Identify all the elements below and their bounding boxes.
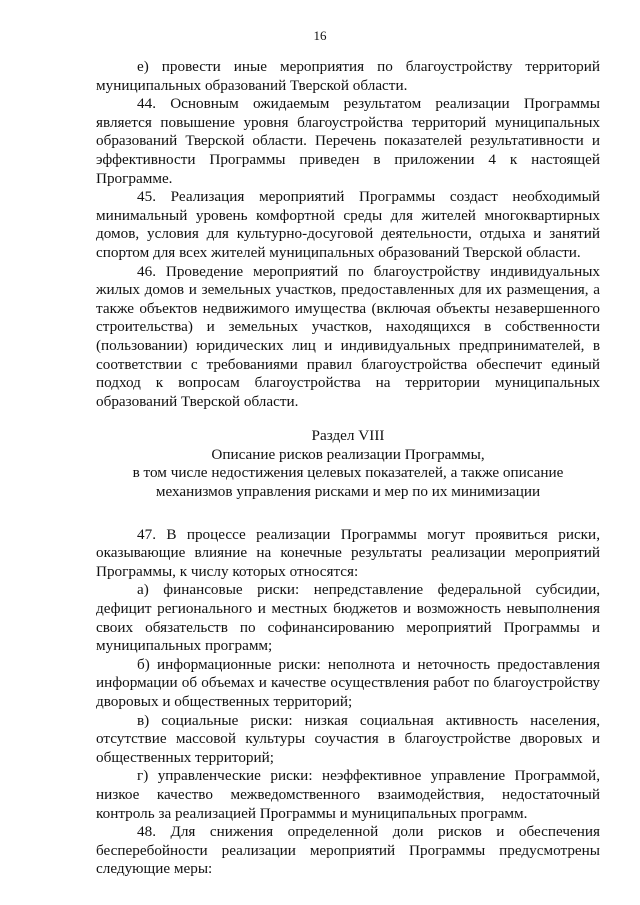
page-number: 16	[313, 28, 327, 43]
paragraph-item-b: б) информационные риски: неполнота и неточность предоставления информации об объемах и качестве осуществления работ по благоустройству дворовых и общественных территорий;	[96, 655, 600, 710]
paragraph-item-a: а) финансовые риски: непредставление федеральной субсидии, дефицит регионального и местных бюджетов и возможность невыполнения своих обязательств по софинансированию мероприятий Программы и муниципальных программ;	[96, 581, 600, 655]
section-subtitle-line-1: Описание рисков реализации Программы,	[211, 445, 485, 463]
paragraph-48: 48. Для снижения определенной доли рисков и обеспечения бесперебойности реализации мероприятий Программы предусмотрены следующие меры:	[96, 823, 600, 878]
paragraph-45: 45. Реализация мероприятий Программы создаст необходимый минимальный уровень комфортной среды для жителей многоквартирных домов, условия для культурно-досуговой деятельности, отдыха и занятий спортом для всех жителей муниципальных образований Тверской области.	[96, 188, 600, 261]
paragraph-item-e: е) провести иные мероприятия по благоустройству территорий муниципальных образований Тверской области.	[96, 58, 600, 94]
paragraph-47: 47. В процессе реализации Программы могут проявиться риски, оказывающие влияние на конечные результаты реализации мероприятий Программы, к числу которых относятся:	[96, 525, 600, 580]
section-title: Раздел VIII	[311, 427, 385, 445]
section-subtitle-line-2: в том числе недостижения целевых показателей, а также описание	[132, 464, 564, 482]
paragraph-46: 46. Проведение мероприятий по благоустройству индивидуальных жилых домов и земельных участков, предоставленных для их размещения, а также объектов недвижимого имущества (включая объекты незавершенного строительства) и земельных участков, находящихся в собственности (пользовании) юридических лиц и индивидуальных предпринимателей, в соответствии с требованиями правил благоустройства обеспечит единый подход к вопросам благоустройства на территории муниципальных образований Тверской области.	[96, 262, 600, 410]
paragraph-44: 44. Основным ожидаемым результатом реализации Программы является повышение уровня благоустройства территорий муниципальных образований Тверской области. Перечень показателей результативности и эффективности Программы приведен в приложении 4 к настоящей Программе.	[96, 95, 600, 187]
section-heading	[96, 427, 600, 501]
section-subtitle-line-3: механизмов управления рисками и мер по их минимизации	[155, 483, 541, 501]
document-body	[96, 58, 600, 879]
paragraph-item-v: в) социальные риски: низкая социальная активность населения, отсутствие массовой культуры соучастия в благоустройстве дворовых и общественных территорий;	[96, 711, 600, 766]
paragraph-item-g: г) управленческие риски: неэффективное управление Программой, низкое качество межведомственного взаимодействия, недостаточный контроль за реализацией Программы и муниципальных программ.	[96, 767, 600, 822]
